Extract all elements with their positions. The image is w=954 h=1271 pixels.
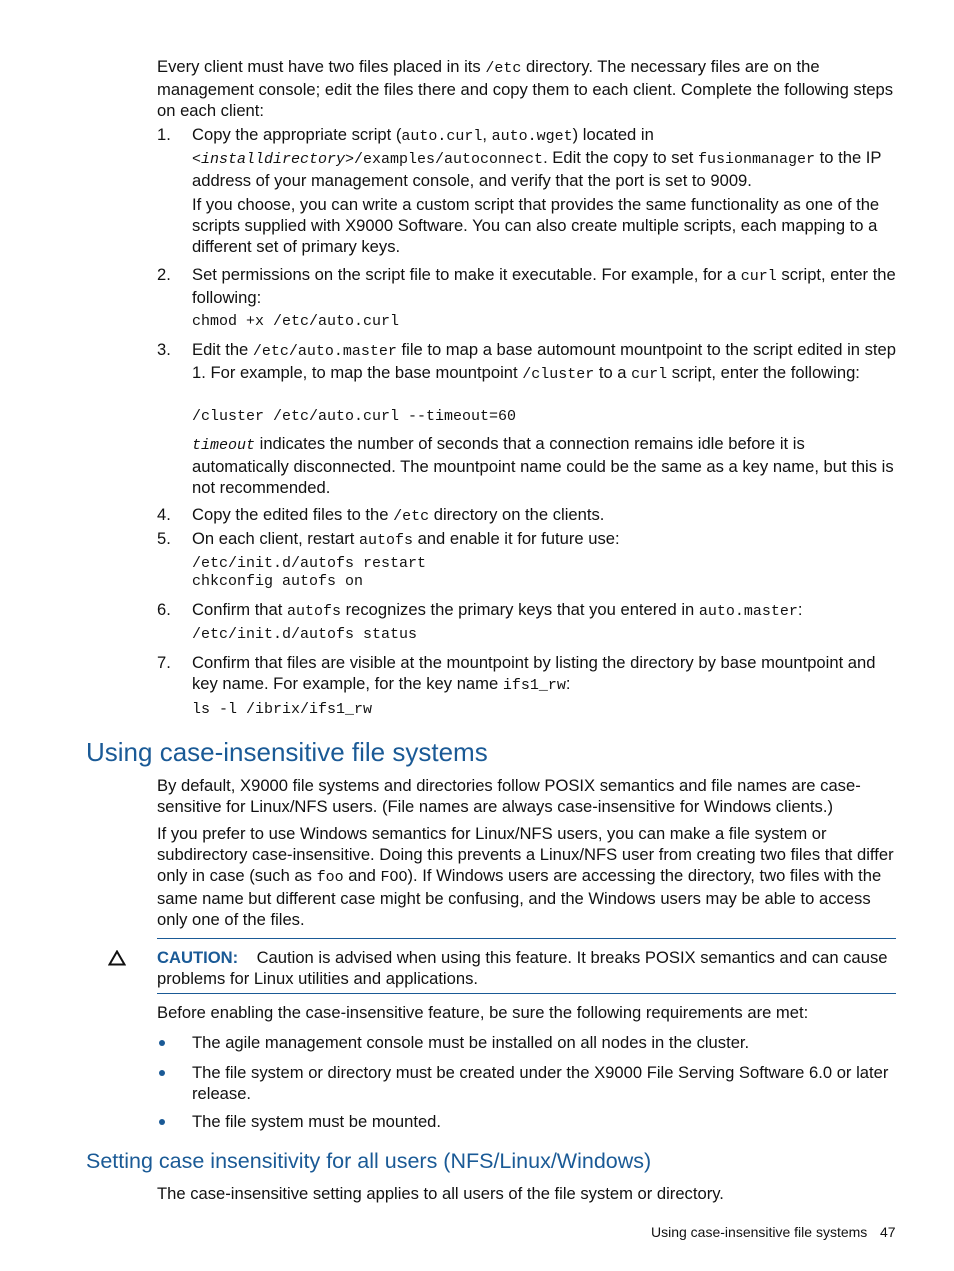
step-5-text — [192, 528, 897, 551]
step-text: ) located in — [572, 125, 654, 144]
step-text: Copy the appropriate script ( — [192, 125, 402, 144]
step-text: Confirm that files are visible at the mountpoint by listing the directory by base mountpoint and key name. For example, for the key name — [192, 653, 876, 693]
caution-label: CAUTION: — [157, 948, 239, 967]
bullet-icon — [159, 1040, 165, 1046]
list-item-text: The file system or directory must be created under the X9000 File Serving Software 6.0 or later release. — [192, 1063, 889, 1103]
step-number: 4. — [157, 505, 171, 524]
code-foo: foo — [316, 869, 344, 886]
step-text: . Edit the copy to set — [543, 148, 699, 167]
bullet-icon — [159, 1119, 165, 1125]
subsection-paragraph: The case-insensitive setting applies to all users of the file system or directory. — [157, 1184, 724, 1203]
step-3-text — [192, 339, 897, 385]
code-block-autofs-status: /etc/init.d/autofs status — [192, 626, 418, 643]
paragraph-text: ). If Windows users are accessing the directory, two files with the same name but different case might be confusing, and the Windows users may be able to access only one of the files. — [157, 866, 882, 929]
step-1-note: If you choose, you can write a custom script that provides the same functionality as one of the scripts supplied with X9000 Software. You can also create multiple scripts, each mapping to a different set of primary keys. — [192, 195, 880, 256]
caution-text — [157, 947, 897, 989]
code-auto-curl: auto.curl — [401, 128, 483, 145]
code-ifs1-rw: ifs1_rw — [502, 677, 566, 694]
code-curl: curl — [631, 366, 668, 383]
section-paragraph-3: Before enabling the case-insensitive feature, be sure the following requirements are met: — [157, 1003, 809, 1022]
code-block-ls: ls -l /ibrix/ifs1_rw — [192, 701, 373, 718]
step-2-text — [192, 264, 897, 308]
step-text: Edit the — [192, 340, 253, 359]
code-etc: /etc — [393, 508, 430, 525]
step-text: Confirm that — [192, 600, 287, 619]
code-curl: curl — [740, 268, 777, 285]
step-text: script, enter the following: — [192, 265, 896, 307]
intro-text: directory. The necessary files are on the management console; edit the files there and copy them to each client. Complete the following steps on each client: — [157, 57, 894, 120]
code-timeout: timeout — [192, 437, 256, 454]
intro-text: Every client must have two files placed in its — [157, 57, 486, 76]
code-autoconnect-path: /examples/autoconnect — [354, 151, 544, 168]
step-number: 3. — [157, 340, 171, 359]
step-text: : — [565, 674, 571, 693]
step-number: 2. — [157, 265, 171, 284]
section-paragraph-1: By default, X9000 file systems and directories follow POSIX semantics and file names are case-sensitive for Linux/NFS users. (File names are always case-insensitive for Windows clients.) — [157, 776, 861, 816]
code-FOO: FOO — [380, 869, 408, 886]
code-cluster: /cluster — [522, 366, 595, 383]
code-fusionmanager: fusionmanager — [698, 151, 816, 168]
list-item-text: The file system must be mounted. — [192, 1112, 442, 1131]
bullet-icon — [159, 1070, 165, 1076]
code-block-autofs-restart: /etc/init.d/autofs restart chkconfig autofs on — [192, 555, 427, 590]
code-autofs: autofs — [358, 532, 413, 549]
section-paragraph-2 — [157, 823, 897, 930]
step-7-text — [192, 652, 897, 696]
paragraph-text: and — [343, 866, 381, 885]
code-auto-master: /etc/auto.master — [252, 343, 397, 360]
code-block-chmod: chmod +x /etc/auto.curl — [192, 313, 400, 330]
caution-triangle-icon — [108, 950, 126, 966]
caution-body: Caution is advised when using this feature. It breaks POSIX semantics and can cause problems for Linux utilities and applications. — [157, 948, 888, 988]
caution-top-rule — [157, 938, 896, 939]
step-text: to the IP address of your management console, and verify that the port is set to 9009. — [192, 148, 882, 190]
list-item-text: The agile management console must be installed on all nodes in the cluster. — [192, 1033, 750, 1052]
footer-title: Using case-insensitive file systems — [651, 1224, 868, 1240]
paragraph-text: If you prefer to use Windows semantics for Linux/NFS users, you can make a file system or subdirectory case-insensitive. Doing this prevents a Linux/NFS user from creating two files that differ only in case (such as — [157, 824, 894, 885]
step-text: , — [482, 125, 492, 144]
step-1-text — [192, 124, 897, 191]
step-text: script, enter the following: — [667, 363, 860, 382]
code-etc: /etc — [485, 60, 522, 77]
code-auto-master: auto.master — [698, 603, 798, 620]
code-autofs: autofs — [287, 603, 342, 620]
step-text: recognizes the primary keys that you entered in — [341, 600, 699, 619]
section-heading: Using case-insensitive file systems — [86, 737, 488, 767]
step-text: directory on the clients. — [429, 505, 605, 524]
intro-paragraph — [157, 56, 897, 121]
code-auto-wget: auto.wget — [491, 128, 573, 145]
code-installdirectory: <installdirectory> — [192, 151, 355, 168]
page-number: 47 — [880, 1224, 896, 1240]
step-number: 6. — [157, 600, 171, 619]
code-block-cluster: /cluster /etc/auto.curl --timeout=60 — [192, 408, 517, 425]
step-text: On each client, restart — [192, 529, 359, 548]
step-number: 5. — [157, 529, 171, 548]
step-text: file to map a base automount mountpoint to the script edited in step 1. For example, to map the base mountpoint — [192, 340, 896, 382]
step-6-text — [192, 599, 897, 622]
step-text: and enable it for future use: — [412, 529, 620, 548]
step-text: : — [797, 600, 803, 619]
step-text: Set permissions on the script file to make it executable. For example, for a — [192, 265, 741, 284]
step-text: Copy the edited files to the — [192, 505, 394, 524]
step-text: to a — [594, 363, 632, 382]
caution-bottom-rule — [157, 993, 896, 994]
timeout-note — [192, 433, 897, 498]
step-number: 7. — [157, 653, 171, 672]
step-number: 1. — [157, 125, 171, 144]
subsection-heading: Setting case insensitivity for all users (NFS/Linux/Windows) — [86, 1149, 652, 1173]
step-4-text — [192, 504, 897, 527]
note-text: indicates the number of seconds that a connection remains idle before it is automatically disconnected. The mountpoint name could be the same as a key name, but this is not recommended. — [192, 434, 894, 497]
